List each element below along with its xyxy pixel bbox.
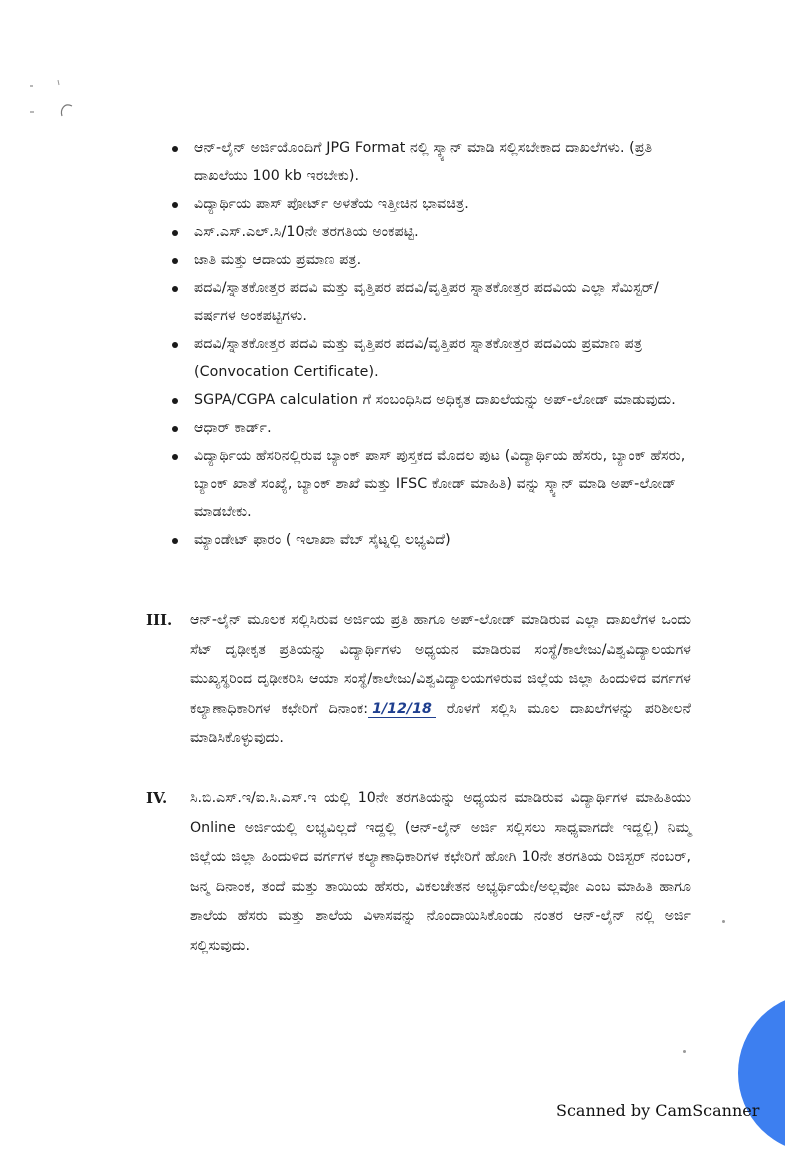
list-item: ಜಾತಿ ಮತ್ತು ಆದಾಯ ಪ್ರಮಾಣ ಪತ್ರ. <box>172 246 692 274</box>
scan-margin-marks <box>28 80 78 120</box>
handwritten-date: 1/12/18 <box>368 701 436 718</box>
section-iv-text: ಸಿ.ಬಿ.ಎಸ್.ಇ/ಐ.ಸಿ.ಎಸ್.ಇ ಯಲ್ಲಿ 10ನೇ ತರಗತಿಯನ್ನು ಅಧ್ಯಯನ ಮಾಡಿರುವ ವಿದ್ಯಾರ್ಥಿಗಳ ಮಾಹಿತಿಯು Online ಅರ್ಜಿಯಲ್ಲಿ ಲಭ್ಯವಿಲ್ಲದೆ ಇದ್ದಲ್ಲಿ (ಆನ್-ಲೈನ್ ಅರ್ಜಿ ಸಲ್ಲಿಸಲು ಸಾಧ್ಯವಾಗದೇ ಇದ್ದಲ್ಲಿ) ನಿಮ್ಮ ಜಿಲ್ಲೆಯ ಜಿಲ್ಲಾ ಹಿಂದುಳಿದ ವರ್ಗಗಳ ಕಲ್ಯಾಣಾಧಿಕಾರಿಗಳ ಕಛೇರಿಗೆ ಹೋಗಿ 10ನೇ ತರಗತಿಯ ರಿಜಿಸ್ಟರ್ ನಂಬರ್, ಜನ್ಮ ದಿನಾಂಕ, ತಂದೆ ಮತ್ತು ತಾಯಿಯ ಹೆಸರು, ವಿಕಲಚೇತನ ಅಭ್ಯರ್ಥಿಯೇ/ಅಲ್ಲವೋ ಎಂಬ ಮಾಹಿತಿ ಹಾಗೂ ಶಾಲೆಯ ಹೆಸರು ಮತ್ತು ಶಾಲೆಯ ವಿಳಾಸವನ್ನು ನೊಂದಾಯಿಸಿಕೊಂಡು ನಂತರ ಆನ್-ಲೈನ್ ನಲ್ಲಿ ಅರ್ಜಿ ಸಲ್ಲಿಸುವುದು. <box>190 790 691 954</box>
bullet-icon <box>172 258 178 264</box>
bullet-icon <box>172 230 178 236</box>
camscanner-corner-badge <box>738 993 785 1153</box>
scan-speck <box>722 920 725 923</box>
list-item: ವಿದ್ಯಾರ್ಥಿಯ ಹೆಸರಿನಲ್ಲಿರುವ ಬ್ಯಾಂಕ್ ಪಾಸ್ ಪುಸ್ತಕದ ಮೊದಲ ಪುಟ (ವಿದ್ಯಾರ್ಥಿಯ ಹೆಸರು, ಬ್ಯಾಂಕ್ ಹೆಸರು, ಬ್ಯಾಂಕ್ ಖಾತೆ ಸಂಖ್ಯೆ, ಬ್ಯಾಂಕ್ ಶಾಖೆ ಮತ್ತು IFSC ಕೋಡ್ ಮಾಹಿತಿ) ವನ್ನು ಸ್ಕ್ಯಾನ್ ಮಾಡಿ ಅಪ್-ಲೋಡ್ ಮಾಡಬೇಕು. <box>172 442 692 526</box>
bullet-icon <box>172 454 178 460</box>
bullet-icon <box>172 286 178 292</box>
section-iii <box>146 606 691 754</box>
list-item: ಆಧಾರ್ ಕಾರ್ಡ್. <box>172 414 692 442</box>
section-iii-text: ಆನ್-ಲೈನ್ ಮೂಲಕ ಸಲ್ಲಿಸಿರುವ ಅರ್ಜಿಯ ಪ್ರತಿ ಹಾಗೂ ಅಪ್-ಲೋಡ್ ಮಾಡಿರುವ ಎಲ್ಲಾ ದಾಖಲೆಗಳ ಒಂದು ಸೆಟ್ ದೃಢೀಕೃತ ಪ್ರತಿಯನ್ನು ವಿದ್ಯಾರ್ಥಿಗಳು ಅಧ್ಯಯನ ಮಾಡಿರುವ ಸಂಸ್ಥೆ/ಕಾಲೇಜು/ವಿಶ್ವವಿದ್ಯಾಲಯಗಳ ಮುಖ್ಯಸ್ಥರಿಂದ ದೃಢೀಕರಿಸಿ ಆಯಾ ಸಂಸ್ಥೆ/ಕಾಲೇಜು/ವಿಶ್ವವಿದ್ಯಾಲಯಗಳಿರುವ ಜಿಲ್ಲೆಯ ಜಿಲ್ಲಾ ಹಿಂದುಳಿದ ವರ್ಗಗಳ ಕಲ್ಯಾಣಾಧಿಕಾರಿಗಳ ಕಛೇರಿಗೆ ದಿನಾಂಕ: 1/12/18 ರೊಳಗೆ ಸಲ್ಲಿಸಿ ಮೂಲ ದಾಖಲೆಗಳನ್ನು ಪರಿಶೀಲನೆ ಮಾಡಿಸಿಕೊಳ್ಳುವುದು. <box>190 612 691 746</box>
list-item: ಎಸ್.ಎಸ್.ಎಲ್.ಸಿ/10ನೇ ತರಗತಿಯ ಅಂಕಪಟ್ಟಿ. <box>172 218 692 246</box>
bullet-icon <box>172 202 178 208</box>
list-item: ಪದವಿ/ಸ್ನಾತಕೋತ್ತರ ಪದವಿ ಮತ್ತು ವೃತ್ತಿಪರ ಪದವಿ/ವೃತ್ತಿಪರ ಸ್ನಾತಕೋತ್ತರ ಪದವಿಯ ಎಲ್ಲಾ ಸೆಮಿಸ್ಟರ್/ವರ್ಷಗಳ ಅಂಕಪಟ್ಟಿಗಳು. <box>172 274 692 330</box>
list-item: ಪದವಿ/ಸ್ನಾತಕೋತ್ತರ ಪದವಿ ಮತ್ತು ವೃತ್ತಿಪರ ಪದವಿ/ವೃತ್ತಿಪರ ಸ್ನಾತಕೋತ್ತರ ಪದವಿಯ ಪ್ರಮಾಣ ಪತ್ರ (Convocation Certificate). <box>172 330 692 386</box>
list-item: ಮ್ಯಾಂಡೇಟ್ ಫಾರಂ ( ಇಲಾಖಾ ವೆಬ್ ಸೈಟ್ನಲ್ಲಿ ಲಭ್ಯವಿದೆ) <box>172 526 692 554</box>
list-item: ವಿದ್ಯಾರ್ಥಿಯ ಪಾಸ್ ಪೋರ್ಟ್ ಅಳತೆಯ ಇತ್ತೀಚಿನ ಭಾವಚಿತ್ರ. <box>172 190 692 218</box>
bullet-icon <box>172 538 178 544</box>
list-item: SGPA/CGPA calculation ಗೆ ಸಂಬಂಧಿಸಿದ ಅಧಿಕೃತ ದಾಖಲೆಯನ್ನು ಅಪ್-ಲೋಡ್ ಮಾಡುವುದು. <box>172 386 692 414</box>
bullet-icon <box>172 426 178 432</box>
scan-speck <box>683 1050 686 1053</box>
section-iv <box>146 784 691 961</box>
bullet-icon <box>172 146 178 152</box>
bullet-icon <box>172 342 178 348</box>
camscanner-watermark: Scanned by CamScanner <box>556 1101 760 1120</box>
bullet-icon <box>172 398 178 404</box>
required-documents-list <box>172 134 692 554</box>
section-numeral: III. <box>146 611 173 629</box>
section-numeral: IV. <box>146 789 168 807</box>
list-item: ಆನ್-ಲೈನ್ ಅರ್ಜಿಯೊಂದಿಗೆ JPG Format ನಲ್ಲಿ ಸ್ಕ್ಯಾನ್ ಮಾಡಿ ಸಲ್ಲಿಸಬೇಕಾದ ದಾಖಲೆಗಳು. (ಪ್ರತಿ ದಾಖಲೆಯು 100 kb ಇರಬೇಕು). <box>172 134 692 190</box>
